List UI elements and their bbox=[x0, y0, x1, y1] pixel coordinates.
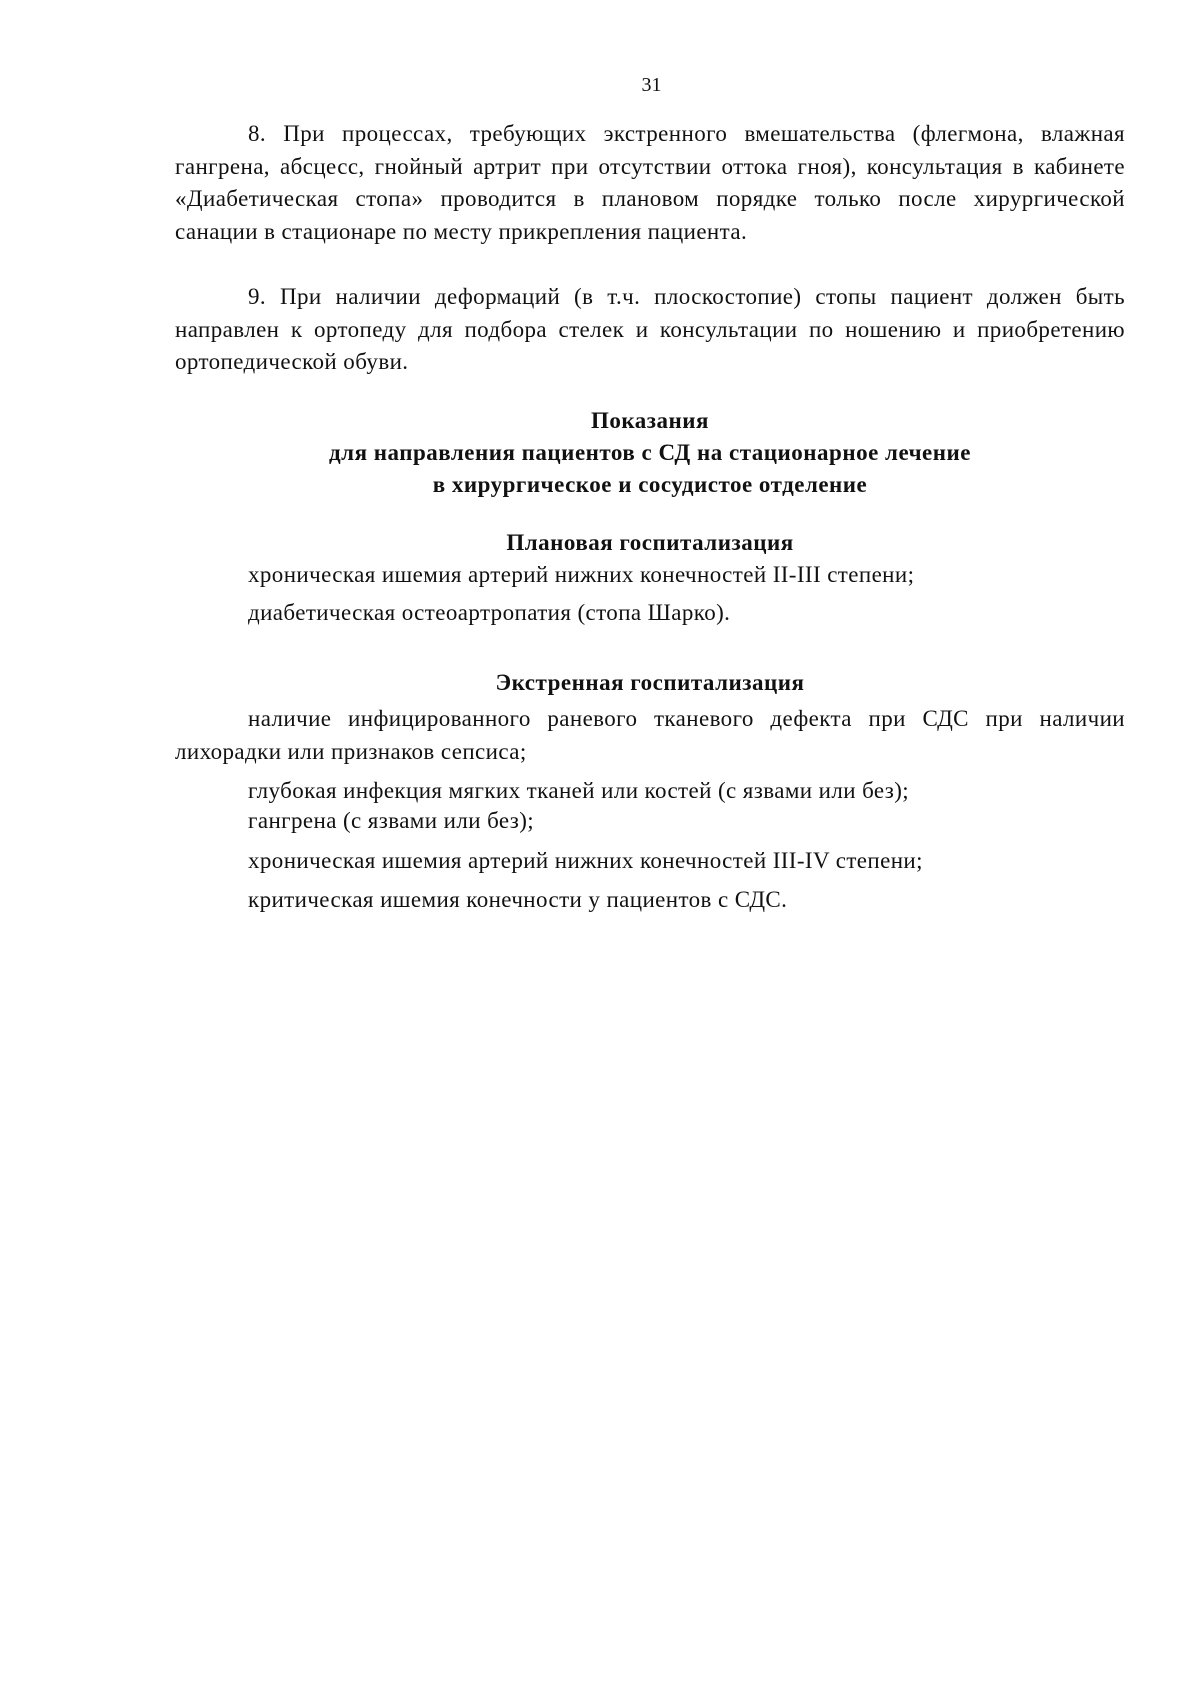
section-title-line-1: Показания bbox=[591, 408, 709, 433]
section-title-line-3: в хирургическое и сосудистое отделение bbox=[432, 472, 868, 497]
section-title-line-2: для направления пациентов с СД на стационарное лечение bbox=[329, 440, 971, 465]
emergency-item-4: хроническая ишемия артерий нижних конечностей III-IV степени; bbox=[248, 848, 923, 873]
page-number: 31 bbox=[641, 74, 662, 96]
emergency-item-3: гангрена (с язвами или без); bbox=[248, 808, 535, 833]
emergency-hospitalization-heading: Экстренная госпитализация bbox=[495, 670, 805, 695]
section-title bbox=[175, 405, 1125, 501]
emergency-item-2: глубокая инфекция мягких тканей или костей (с язвами или без); bbox=[248, 778, 910, 803]
planned-hospitalization-heading: Плановая госпитализация bbox=[506, 530, 794, 555]
emergency-item-5: критическая ишемия конечности у пациентов с СДС. bbox=[248, 887, 788, 912]
paragraph-8: 8. При процессах, требующих экстренного вмешательства (флегмона, влажная гангрена, абсцесс, гнойный артрит при отсутствии оттока гноя), консультация в кабинете «Диабетическая стопа» проводится в плановом порядке только после хирургической санации в стационаре по месту прикрепления пациента. bbox=[175, 121, 1125, 244]
paragraph-9: 9. При наличии деформаций (в т.ч. плоскостопие) стопы пациент должен быть направлен к ортопеду для подбора стелек и консультации по ношению и приобретению ортопедической обуви. bbox=[175, 284, 1125, 374]
planned-item-1: хроническая ишемия артерий нижних конечностей II-III степени; bbox=[248, 562, 915, 587]
planned-item-2: диабетическая остеоартропатия (стопа Шарко). bbox=[248, 600, 731, 625]
emergency-item-1: наличие инфицированного раневого тканевого дефекта при СДС при наличии лихорадки или признаков сепсиса; bbox=[175, 706, 1125, 764]
